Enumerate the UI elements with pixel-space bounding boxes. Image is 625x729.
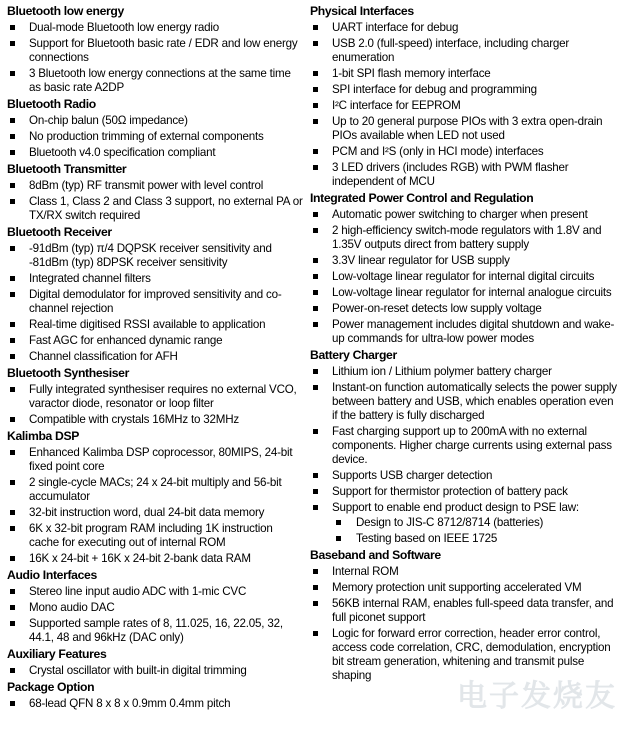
square-bullet-icon — [10, 354, 15, 359]
feature-list — [7, 664, 304, 678]
square-bullet-icon — [10, 556, 15, 561]
section-title: Physical Interfaces — [310, 4, 414, 18]
square-bullet-icon — [10, 668, 15, 673]
square-bullet-icon — [313, 369, 318, 374]
square-bullet-icon — [10, 510, 15, 515]
square-bullet-icon — [336, 536, 341, 541]
feature-item — [7, 350, 304, 364]
feature-item — [310, 270, 619, 284]
square-bullet-icon — [10, 450, 15, 455]
square-bullet-icon — [10, 183, 15, 188]
feature-text: Instant-on function automatically selects the power supply between battery and USB, which enables operation even if the battery is fully discharged — [332, 381, 617, 422]
feature-text: Low-voltage linear regulator for internal analogue circuits — [332, 286, 612, 299]
feature-item — [7, 446, 304, 474]
feature-text: 1-bit SPI flash memory interface — [332, 67, 491, 80]
feature-item — [310, 501, 619, 546]
feature-item — [7, 476, 304, 504]
square-bullet-icon — [10, 480, 15, 485]
feature-text: Fully integrated synthesiser requires no external VCO, varactor diode, resonator or loop filter — [29, 383, 297, 410]
square-bullet-icon — [10, 621, 15, 626]
feature-list — [7, 383, 304, 427]
feature-list — [7, 585, 304, 645]
feature-text: Channel classification for AFH — [29, 350, 178, 363]
square-bullet-icon — [313, 569, 318, 574]
feature-item — [310, 581, 619, 595]
square-bullet-icon — [10, 150, 15, 155]
section-title: Bluetooth Transmitter — [7, 162, 127, 176]
watermark-logo: 电子发烧友 — [457, 679, 617, 714]
square-bullet-icon — [313, 228, 318, 233]
square-bullet-icon — [313, 41, 318, 46]
square-bullet-icon — [313, 212, 318, 217]
feature-item — [7, 179, 304, 193]
feature-item — [7, 37, 304, 65]
feature-text: Lithium ion / Lithium polymer battery charger — [332, 365, 552, 378]
feature-list — [310, 208, 619, 346]
square-bullet-icon — [10, 292, 15, 297]
feature-text: Class 1, Class 2 and Class 3 support, no external PA or TX/RX switch required — [29, 195, 303, 222]
feature-text: 56KB internal RAM, enables full-speed data transfer, and full piconet support — [332, 597, 614, 624]
feature-list — [7, 179, 304, 223]
feature-text: Digital demodulator for improved sensitivity and co-channel rejection — [29, 288, 282, 315]
feature-item — [7, 195, 304, 223]
feature-text: Support for thermistor protection of battery pack — [332, 485, 568, 498]
feature-item — [7, 617, 304, 645]
feature-subitem — [332, 516, 619, 530]
feature-text: 16K x 24-bit + 16K x 24-bit 2-bank data RAM — [29, 552, 251, 565]
feature-list — [7, 446, 304, 566]
feature-item — [7, 67, 304, 95]
feature-text: Compatible with crystals 16MHz to 32MHz — [29, 413, 239, 426]
feature-item — [310, 425, 619, 467]
section-baseband-and-software — [310, 548, 619, 683]
square-bullet-icon — [10, 118, 15, 123]
feature-item — [310, 286, 619, 300]
feature-text: Memory protection unit supporting accelerated VM — [332, 581, 582, 594]
feature-item — [310, 161, 619, 189]
feature-text: Power management includes digital shutdown and wake-up commands for ultra-low power modes — [332, 318, 615, 345]
feature-list — [310, 365, 619, 546]
feature-list — [310, 565, 619, 683]
feature-item — [7, 334, 304, 348]
square-bullet-icon — [313, 119, 318, 124]
feature-item — [310, 37, 619, 65]
section-title: Battery Charger — [310, 348, 397, 362]
feature-item — [310, 302, 619, 316]
section-title: Integrated Power Control and Regulation — [310, 191, 534, 205]
feature-text: 3.3V linear regulator for USB supply — [332, 254, 510, 267]
section-audio-interfaces — [7, 568, 304, 645]
feature-text: Automatic power switching to charger when present — [332, 208, 588, 221]
square-bullet-icon — [10, 526, 15, 531]
feature-item — [7, 522, 304, 550]
feature-text: Power-on-reset detects low supply voltage — [332, 302, 542, 315]
feature-list — [7, 697, 304, 711]
feature-item — [7, 585, 304, 599]
feature-item — [310, 365, 619, 379]
feature-text: No production trimming of external components — [29, 130, 264, 143]
square-bullet-icon — [10, 322, 15, 327]
section-physical-interfaces — [310, 4, 619, 189]
feature-text: UART interface for debug — [332, 21, 459, 34]
square-bullet-icon — [313, 258, 318, 263]
feature-text: Fast AGC for enhanced dynamic range — [29, 334, 223, 347]
section-battery-charger — [310, 348, 619, 546]
feature-list — [310, 21, 619, 189]
feature-item — [310, 208, 619, 222]
section-title: Package Option — [7, 680, 95, 694]
feature-item — [310, 83, 619, 97]
feature-text: Support for Bluetooth basic rate / EDR and low energy connections — [29, 37, 298, 64]
feature-text: Integrated channel filters — [29, 272, 151, 285]
feature-list — [7, 21, 304, 95]
square-bullet-icon — [313, 505, 318, 510]
square-bullet-icon — [313, 87, 318, 92]
section-title: Kalimba DSP — [7, 429, 80, 443]
square-bullet-icon — [313, 429, 318, 434]
feature-text: Stereo line input audio ADC with 1-mic CVC — [29, 585, 247, 598]
feature-text: PCM and I²S (only in HCI mode) interfaces — [332, 145, 544, 158]
square-bullet-icon — [313, 290, 318, 295]
feature-item — [7, 21, 304, 35]
feature-item — [7, 288, 304, 316]
feature-text: 68-lead QFN 8 x 8 x 0.9mm 0.4mm pitch — [29, 697, 231, 710]
feature-text: Low-voltage linear regulator for internal digital circuits — [332, 270, 595, 283]
feature-item — [7, 318, 304, 332]
feature-text: Up to 20 general purpose PIOs with 3 extra open-drain PIOs available when LED not used — [332, 115, 603, 142]
feature-item — [310, 381, 619, 423]
feature-item — [7, 413, 304, 427]
feature-text: Crystal oscillator with built-in digital trimming — [29, 664, 247, 677]
feature-item — [310, 254, 619, 268]
section-integrated-power-control-and-regulation — [310, 191, 619, 346]
right-column — [310, 4, 619, 685]
section-title: Bluetooth low energy — [7, 4, 124, 18]
feature-item — [310, 21, 619, 35]
feature-text: SPI interface for debug and programming — [332, 83, 537, 96]
feature-item — [310, 318, 619, 346]
feature-item — [310, 224, 619, 252]
feature-item — [7, 146, 304, 160]
section-auxiliary-features — [7, 647, 304, 678]
feature-sublist — [332, 516, 619, 546]
square-bullet-icon — [313, 71, 318, 76]
feature-item — [7, 506, 304, 520]
square-bullet-icon — [10, 589, 15, 594]
section-package-option — [7, 680, 304, 711]
feature-item — [310, 67, 619, 81]
square-bullet-icon — [313, 585, 318, 590]
feature-text: 8dBm (typ) RF transmit power with level control — [29, 179, 264, 192]
feature-text: Mono audio DAC — [29, 601, 115, 614]
feature-subtext: Testing based on IEEE 1725 — [356, 532, 498, 545]
feature-text: Internal ROM — [332, 565, 399, 578]
square-bullet-icon — [313, 601, 318, 606]
square-bullet-icon — [313, 385, 318, 390]
feature-text: Logic for forward error correction, header error control, access code correlation, CRC, demodulation, encryption bit stream generation, whitening and transmit pulse shaping — [332, 627, 611, 682]
feature-text: 6K x 32-bit program RAM including 1K instruction cache for executing out of internal ROM — [29, 522, 273, 549]
feature-item — [7, 242, 304, 270]
section-bluetooth-radio — [7, 97, 304, 160]
feature-text: 32-bit instruction word, dual 24-bit data memory — [29, 506, 265, 519]
section-title: Bluetooth Receiver — [7, 225, 112, 239]
feature-item — [310, 115, 619, 143]
feature-item — [7, 697, 304, 711]
square-bullet-icon — [313, 165, 318, 170]
left-column — [7, 4, 304, 713]
feature-text: USB 2.0 (full-speed) interface, including charger enumeration — [332, 37, 570, 64]
section-kalimba-dsp — [7, 429, 304, 566]
feature-item — [7, 130, 304, 144]
feature-item — [7, 114, 304, 128]
feature-text: 2 single-cycle MACs; 24 x 24-bit multiply and 56-bit accumulator — [29, 476, 282, 503]
section-bluetooth-low-energy — [7, 4, 304, 95]
feature-text: 3 LED drivers (includes RGB) with PWM flasher independent of MCU — [332, 161, 569, 188]
feature-list — [7, 114, 304, 160]
feature-text: 3 Bluetooth low energy connections at the same time as basic rate A2DP — [29, 67, 291, 94]
square-bullet-icon — [10, 41, 15, 46]
feature-text: Dual-mode Bluetooth low energy radio — [29, 21, 220, 34]
feature-text: Enhanced Kalimba DSP coprocessor, 80MIPS, 24-bit fixed point core — [29, 446, 293, 473]
feature-subitem — [332, 532, 619, 546]
square-bullet-icon — [313, 473, 318, 478]
feature-subtext: Design to JIS-C 8712/8714 (batteries) — [356, 516, 544, 529]
feature-item — [310, 485, 619, 499]
square-bullet-icon — [313, 322, 318, 327]
feature-item — [310, 565, 619, 579]
square-bullet-icon — [10, 417, 15, 422]
feature-text: Supported sample rates of 8, 11.025, 16, 22.05, 32, 44.1, 48 and 96kHz (DAC only) — [29, 617, 283, 644]
square-bullet-icon — [10, 25, 15, 30]
section-title: Baseband and Software — [310, 548, 441, 562]
feature-text: Supports USB charger detection — [332, 469, 493, 482]
feature-item — [310, 145, 619, 159]
section-title: Auxiliary Features — [7, 647, 107, 661]
feature-text: On-chip balun (50Ω impedance) — [29, 114, 188, 127]
feature-item — [7, 552, 304, 566]
feature-item — [7, 383, 304, 411]
square-bullet-icon — [313, 25, 318, 30]
feature-text: 2 high-efficiency switch-mode regulators with 1.8V and 1.35V outputs direct from battery supply — [332, 224, 602, 251]
section-bluetooth-synthesiser — [7, 366, 304, 427]
square-bullet-icon — [10, 605, 15, 610]
square-bullet-icon — [10, 276, 15, 281]
feature-text: Real-time digitised RSSI available to application — [29, 318, 266, 331]
section-title: Bluetooth Radio — [7, 97, 96, 111]
square-bullet-icon — [313, 306, 318, 311]
feature-text: Bluetooth v4.0 specification compliant — [29, 146, 216, 159]
feature-text: Fast charging support up to 200mA with no external components. Higher charge currents using external pass device. — [332, 425, 612, 466]
square-bullet-icon — [313, 103, 318, 108]
section-bluetooth-receiver — [7, 225, 304, 364]
feature-item — [310, 597, 619, 625]
feature-text: Support to enable end product design to PSE law: — [332, 501, 579, 514]
section-title: Bluetooth Synthesiser — [7, 366, 129, 380]
square-bullet-icon — [336, 520, 341, 525]
square-bullet-icon — [10, 246, 15, 251]
square-bullet-icon — [10, 71, 15, 76]
square-bullet-icon — [10, 134, 15, 139]
square-bullet-icon — [10, 338, 15, 343]
feature-list — [7, 242, 304, 364]
square-bullet-icon — [10, 701, 15, 706]
square-bullet-icon — [10, 387, 15, 392]
feature-text: I²C interface for EEPROM — [332, 99, 461, 112]
feature-item — [7, 664, 304, 678]
section-title: Audio Interfaces — [7, 568, 97, 582]
feature-item — [310, 99, 619, 113]
feature-item — [7, 601, 304, 615]
feature-item — [7, 272, 304, 286]
square-bullet-icon — [313, 489, 318, 494]
feature-item — [310, 469, 619, 483]
square-bullet-icon — [313, 274, 318, 279]
square-bullet-icon — [313, 631, 318, 636]
feature-text: -91dBm (typ) π/4 DQPSK receiver sensitivity and -81dBm (typ) 8DPSK receiver sensitivity — [29, 242, 272, 269]
square-bullet-icon — [313, 149, 318, 154]
square-bullet-icon — [10, 199, 15, 204]
section-bluetooth-transmitter — [7, 162, 304, 223]
